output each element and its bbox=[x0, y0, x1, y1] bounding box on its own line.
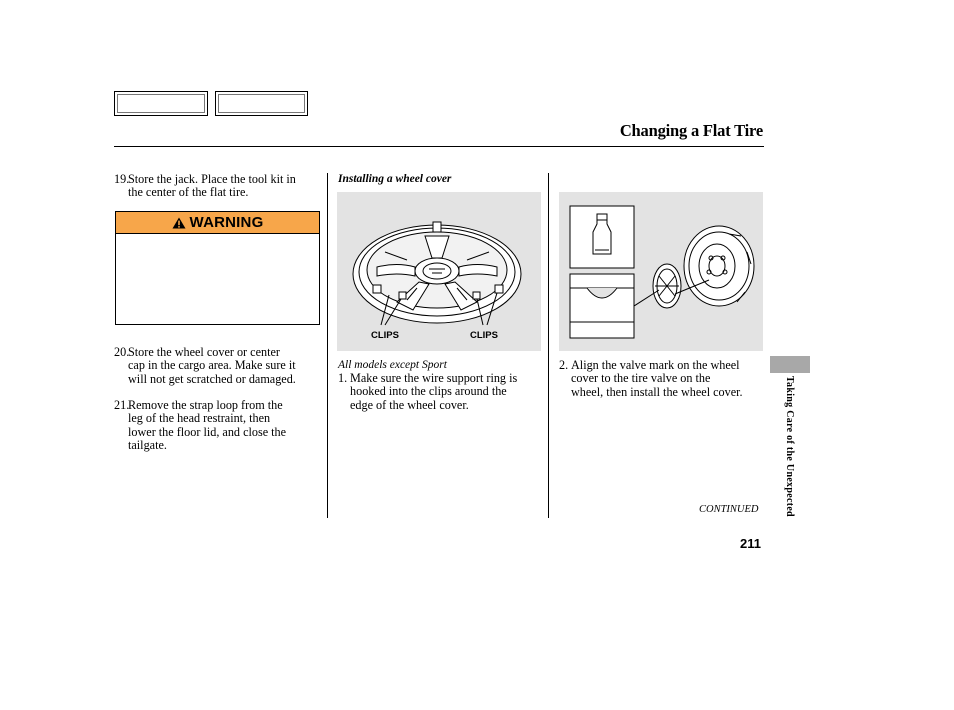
step-line: leg of the head restraint, then bbox=[128, 411, 271, 426]
step-number: 19. bbox=[114, 172, 130, 186]
step-line: cap in the cargo area. Make sure it bbox=[128, 358, 296, 373]
step-number: 1. bbox=[338, 371, 348, 385]
section-tab[interactable] bbox=[770, 356, 810, 373]
header-rule bbox=[114, 146, 764, 147]
step-line: Remove the strap loop from the bbox=[128, 398, 283, 412]
page-number: 211 bbox=[740, 536, 761, 551]
warning-triangle-icon bbox=[172, 217, 186, 229]
step-line: Store the wheel cover or center bbox=[128, 345, 280, 359]
step-1 bbox=[338, 372, 546, 412]
step-number: 2. bbox=[559, 358, 569, 372]
nav-box-1[interactable] bbox=[114, 91, 208, 116]
warning-header bbox=[116, 212, 319, 234]
step-number: 20. bbox=[114, 345, 130, 359]
continued-label: CONTINUED bbox=[699, 504, 759, 515]
clips-callout-right: CLIPS bbox=[470, 330, 498, 341]
step-2 bbox=[559, 359, 769, 399]
valve-alignment-illustration bbox=[559, 192, 763, 351]
wheel-cover-illustration bbox=[337, 192, 541, 351]
valve-alignment-figure bbox=[559, 192, 763, 351]
step-line: wheel, then install the wheel cover. bbox=[571, 384, 743, 399]
step-20 bbox=[114, 346, 324, 386]
step-line: Store the jack. Place the tool kit in bbox=[128, 172, 296, 186]
applicability-note: All models except Sport bbox=[338, 359, 447, 371]
warning-label: WARNING bbox=[189, 214, 264, 231]
step-number: 21. bbox=[114, 398, 130, 412]
section-label: Taking Care of the Unexpected bbox=[784, 376, 795, 517]
step-line: edge of the wheel cover. bbox=[350, 397, 469, 412]
figure-caption: Installing a wheel cover bbox=[338, 173, 452, 185]
step-21 bbox=[114, 399, 324, 453]
clips-callout-left: CLIPS bbox=[371, 330, 399, 341]
nav-box-2[interactable] bbox=[215, 91, 308, 116]
page-title: Changing a Flat Tire bbox=[619, 121, 763, 140]
step-line: Make sure the wire support ring is bbox=[350, 371, 518, 385]
column-divider-1 bbox=[327, 173, 328, 518]
step-line: will not get scratched or damaged. bbox=[128, 371, 296, 386]
step-line: hooked into the clips around the bbox=[350, 384, 507, 399]
step-line: Align the valve mark on the wheel bbox=[571, 358, 740, 372]
step-line: lower the floor lid, and close the bbox=[128, 424, 287, 439]
step-19 bbox=[114, 173, 324, 200]
column-divider-2 bbox=[548, 173, 549, 518]
step-line: tailgate. bbox=[128, 438, 167, 453]
step-line: cover to the tire valve on the bbox=[571, 371, 711, 386]
wheel-cover-figure bbox=[337, 192, 541, 351]
warning-box bbox=[115, 211, 320, 325]
step-line: the center of the flat tire. bbox=[128, 185, 249, 200]
